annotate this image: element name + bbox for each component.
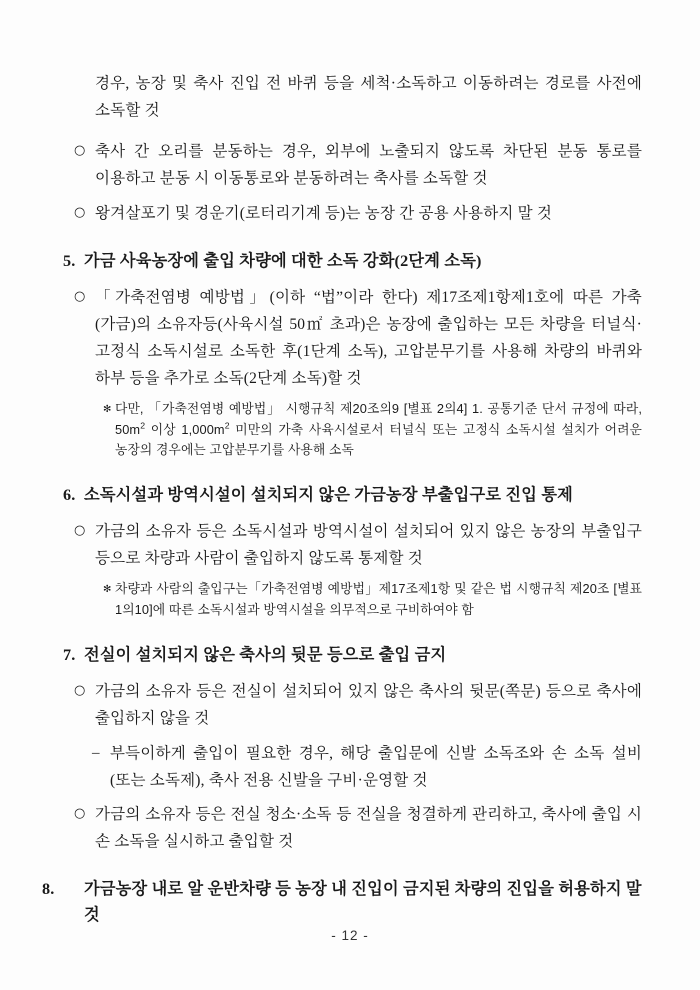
section-heading-5 <box>58 249 642 275</box>
section-heading-8 <box>42 877 642 929</box>
section-number: 5. <box>63 251 76 270</box>
section-number: 8. <box>42 880 55 899</box>
dash-bullet-icon: – <box>92 744 100 761</box>
section-number: 7. <box>63 645 76 664</box>
list-item <box>58 284 642 393</box>
list-item <box>58 200 642 227</box>
circle-bullet-icon: ○ <box>74 288 86 304</box>
circle-bullet-icon: ○ <box>74 806 86 822</box>
section-number: 6. <box>63 486 76 505</box>
circle-bullet-icon: ○ <box>74 143 86 159</box>
circle-bullet-icon: ○ <box>74 682 86 698</box>
list-item-text: 가금의 소유자 등은 전실이 설치되어 있지 않은 축사의 뒷문(쪽문) 등으로 축사에 출입하지 않을 것 <box>95 682 642 727</box>
list-item-text: 축사 간 오리를 분동하는 경우, 외부에 노출되지 않도록 차단된 분동 통로를 이용하고 분동 시 이동통로와 분동하려는 축사를 소독할 것 <box>95 143 642 188</box>
page-content <box>42 70 642 929</box>
note-superscript-2: 2 <box>224 420 230 431</box>
note-text-after: 미만의 가축 사육시설로서 터널식 또는 고정식 소독시설 설치가 어려운 농장의 경우에는 고압분무기를 사용해 소독 <box>115 421 642 458</box>
note-item <box>58 579 642 620</box>
sub-list-item-text: 부득이하게 출입이 필요한 경우, 해당 출입문에 신발 소독조와 손 소독 설비(또는 소독제), 축사 전용 신발을 구비·운영할 것 <box>110 744 642 790</box>
note-text: 차량과 사람의 출입구는「가축전염병 예방법」제17조제1항 및 같은 법 시행규칙 제20조 [별표 1의10]에 따른 소독시설과 방역시설을 의무적으로 구비하여야 함 <box>115 581 642 618</box>
section-heading-text: 전실이 설치되지 않은 축사의 뒷문 등으로 출입 금지 <box>84 645 447 664</box>
section-heading-text: 가금 사육농장에 출입 차량에 대한 소독 강화(2단계 소독) <box>84 251 482 270</box>
list-item <box>58 138 642 192</box>
list-item <box>58 801 642 855</box>
note-text-before: 다만, 「가축전염병 예방법」 시행규칙 제20조의9 [별표 2의4] 1. 공통기준 단서 규정에 따라, 50m <box>115 401 642 437</box>
section-heading-7 <box>58 643 642 669</box>
list-item-text: 가금의 소유자 등은 소독시설과 방역시설이 설치되어 있지 않은 농장의 부출입구 등으로 차량과 사람이 출입하지 않도록 통제할 것 <box>95 523 642 568</box>
page-number: - 12 - <box>331 928 369 943</box>
circle-bullet-icon: ○ <box>74 523 86 539</box>
section-heading-text: 가금농장 내로 알 운반차량 등 농장 내 진입이 금지된 차량의 진입을 허용하지 말 것 <box>84 880 642 925</box>
section-heading-text: 소독시설과 방역시설이 설치되지 않은 가금농장 부출입구로 진입 통제 <box>84 486 574 505</box>
continuation-paragraph: 경우, 농장 및 축사 진입 전 바퀴 등을 세척·소독하고 이동하려는 경로를 사전에 소독할 것 <box>95 75 642 120</box>
asterisk-bullet-icon: ✻ <box>103 404 112 416</box>
circle-bullet-icon: ○ <box>74 204 86 220</box>
sub-list-item <box>58 740 642 794</box>
list-item-text: 왕겨살포기 및 경운기(로터리기계 등)는 농장 간 공용 사용하지 말 것 <box>95 204 553 222</box>
note-superscript-1: 2 <box>140 420 146 431</box>
note-item <box>58 399 642 461</box>
list-item <box>58 518 642 572</box>
asterisk-bullet-icon: ✻ <box>103 584 112 596</box>
note-text-mid: 이상 1,000m <box>145 421 225 437</box>
list-item-text: 가금의 소유자 등은 전실 청소·소독 등 전실을 청결하게 관리하고, 축사에 출입 시 손 소독을 실시하고 출입할 것 <box>95 806 642 851</box>
list-item <box>58 678 642 732</box>
list-item-text: 「가축전염병 예방법」(이하 “법”이라 한다) 제17조제1항제1호에 따른 가축(가금)의 소유자등(사육시설 50㎡ 초과)은 농장에 출입하는 모든 차량을 터널식·고정식 소독시설로 소독한 후(1단계 소독), 고압분무기를 사용해 차량의 바퀴와 하부 등을 추가로 소독(2단계 소독)할 것 <box>95 288 642 387</box>
section-heading-6 <box>58 483 642 509</box>
